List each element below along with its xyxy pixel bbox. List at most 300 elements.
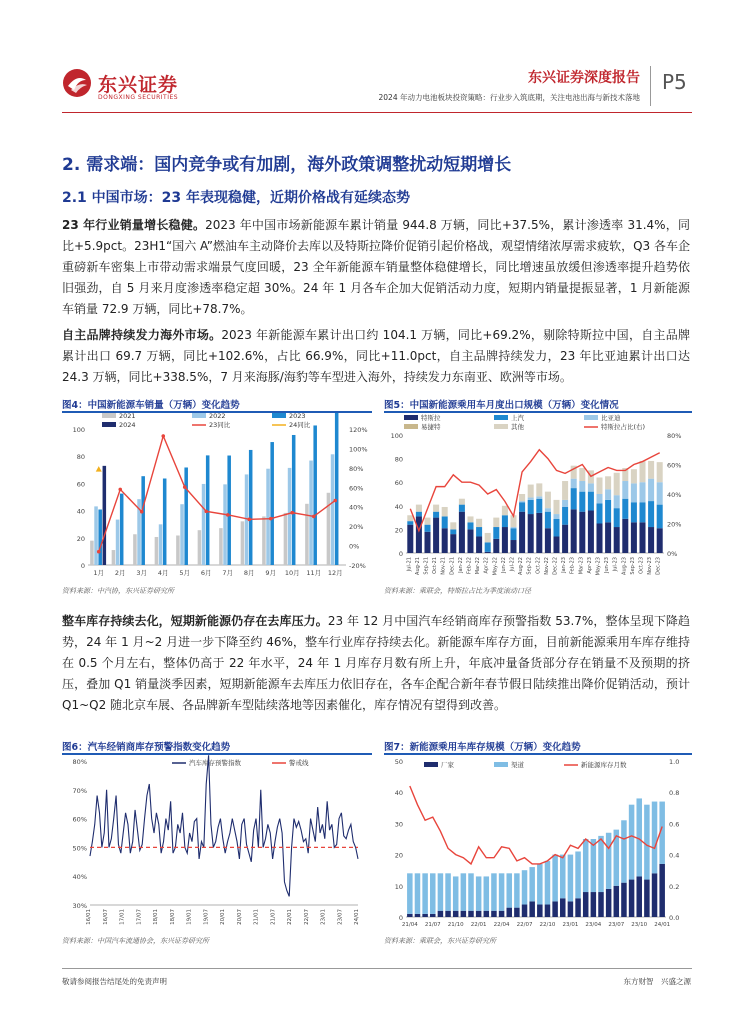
x-tick-label: Jul-21	[406, 557, 413, 572]
bar-其他	[553, 500, 559, 514]
bar-厂家	[476, 911, 482, 917]
bar-2023	[313, 425, 317, 565]
bar-2022	[309, 461, 313, 565]
x-tick-label: Oct-22	[535, 557, 542, 574]
fig6-chart	[62, 755, 372, 933]
fig4-source: 资料来源：中汽协，东兴证券研究所	[62, 587, 174, 595]
paragraph-body: 2023 年中国市场新能源车累计销量 944.8 万辆，同比+37.5%，累计渗透率 31.4%，同比+5.9pct。23H1“国六 A”燃油车主动降价去库以及特斯拉降价促销引起价格战，观望情绪浓厚需求疲软，Q3 各车企重磅新车密集上市带动需求端景气度回暖，23 全年新能源车销量整体稳健增长，同比增速虽放缓但渗透率提升趋势依旧强劲，自 5 月来月度渗透率稳定超 30%。24 年 1 月各车企加大促销活动力度，短期内销量提振显著，1 月新能源车销量 72.9 万辆，同比+78.7%。	[62, 218, 690, 316]
bar-其他	[614, 473, 620, 495]
y-tick-label: 60	[394, 479, 403, 488]
paragraph-exports	[62, 325, 690, 388]
legend-swatch	[192, 413, 206, 418]
y-tick-label: 100	[390, 432, 403, 440]
x-tick-label: 19/07	[203, 909, 210, 925]
bar-其他	[631, 469, 637, 483]
bar-厂家	[552, 901, 558, 917]
y2-tick-label: 60%	[349, 484, 364, 493]
bar-2021	[241, 521, 245, 565]
bar-特斯拉	[545, 528, 551, 553]
bar-其他	[657, 462, 663, 482]
x-tick-label: 24/01	[654, 922, 671, 928]
y2-tick-label: 100%	[349, 445, 368, 454]
bar-渠道	[636, 798, 642, 876]
y-tick-label: 40	[394, 789, 403, 798]
bar-厂家	[422, 914, 428, 917]
y-tick-label: 50%	[72, 844, 87, 853]
bar-厂家	[575, 898, 581, 917]
bar-比亚迪	[588, 483, 594, 491]
x-tick-label: Oct-21	[432, 557, 439, 574]
y-tick-label: 40	[76, 507, 85, 516]
legend-label: 其他	[511, 423, 524, 431]
x-tick-label: 17/07	[136, 909, 143, 925]
bar-2021	[112, 550, 116, 565]
bar-其他	[433, 505, 439, 512]
bar-2021	[133, 534, 137, 565]
x-tick-label: Sep-21	[423, 557, 430, 575]
legend-swatch	[102, 413, 116, 418]
bar-比亚迪	[648, 479, 654, 501]
x-tick-label: Jan-22	[457, 557, 464, 573]
bar-比亚迪	[528, 498, 534, 500]
bar-2022	[331, 454, 335, 565]
bar-其他	[416, 505, 422, 512]
bar-特斯拉	[657, 528, 663, 553]
bar-特斯拉	[579, 512, 585, 553]
bar-上汽	[502, 515, 508, 527]
bar-2021	[90, 541, 94, 565]
bar-渠道	[537, 864, 543, 905]
bar-2022	[202, 484, 206, 565]
bar-上汽	[588, 492, 594, 511]
x-tick-label: Jul-22	[509, 557, 516, 572]
x-tick-label: Mar-23	[578, 557, 585, 575]
bar-比亚迪	[510, 527, 516, 528]
bar-渠道	[415, 873, 421, 914]
bar-上汽	[528, 500, 534, 514]
bar-其他	[579, 468, 585, 481]
bar-上汽	[416, 512, 422, 517]
bar-2023	[184, 467, 188, 565]
y2-tick-label: 0.6	[669, 820, 680, 829]
x-tick-label: Nov-23	[647, 557, 654, 575]
bar-厂家	[560, 898, 566, 917]
x-tick-label: 5月	[179, 569, 191, 577]
bar-渠道	[468, 873, 474, 910]
x-tick-label: 1月	[93, 569, 105, 577]
legend-swatch	[584, 415, 598, 420]
bar-2022	[266, 469, 270, 565]
x-tick-label: Dec-21	[449, 557, 456, 575]
bar-特斯拉	[553, 536, 559, 553]
x-tick-label: Dec-22	[552, 557, 559, 575]
bar-上汽	[407, 521, 413, 525]
fig6-source: 资料来源：中国汽车流通协会，东兴证券研究所	[62, 937, 209, 945]
bar-比亚迪	[631, 483, 637, 502]
bar-特斯拉	[459, 512, 465, 553]
x-tick-label: Feb-22	[466, 557, 473, 575]
y-tick-label: 80	[394, 455, 403, 464]
bar-上汽	[614, 508, 620, 527]
bar-特斯拉	[467, 529, 473, 553]
x-tick-label: 23/10	[631, 922, 648, 928]
bar-厂家	[514, 908, 520, 917]
bar-2022	[288, 468, 292, 565]
y2-tick-label: 0%	[349, 542, 360, 551]
bar-上汽	[579, 492, 585, 512]
x-tick-label: Jan-23	[561, 557, 568, 573]
bar-厂家	[583, 892, 589, 917]
y-tick-label: 100	[72, 426, 85, 434]
legend-swatch	[404, 424, 418, 429]
x-tick-label: 22/01	[287, 909, 293, 925]
x-tick-label: 23/01	[562, 922, 579, 928]
bar-比亚迪	[571, 479, 577, 488]
y-tick-label: 50	[394, 758, 403, 766]
bar-比亚迪	[553, 514, 559, 519]
bar-渠道	[529, 867, 535, 901]
bar-上汽	[562, 507, 568, 525]
bar-2021	[219, 528, 223, 565]
bar-2021	[155, 537, 159, 565]
bar-渠道	[506, 873, 512, 907]
bar-比亚迪	[614, 495, 620, 508]
bar-渠道	[453, 876, 459, 910]
bar-渠道	[499, 873, 505, 910]
bar-2023	[163, 479, 167, 565]
bar-渠道	[583, 839, 589, 892]
legend-label: 警戒线	[289, 759, 309, 767]
bar-其他	[493, 518, 499, 527]
y2-tick-label: 0.8	[669, 789, 680, 798]
bar-2023	[270, 442, 274, 565]
bar-2021	[262, 516, 266, 565]
legend-label: 新能源库存月数	[581, 761, 627, 769]
bar-其他	[528, 485, 534, 498]
x-tick-label: Apr-23	[586, 557, 593, 574]
bar-厂家	[415, 914, 421, 917]
bar-比亚迪	[605, 489, 611, 500]
bar-厂家	[591, 892, 597, 917]
page-number: P5	[662, 70, 687, 94]
bar-2022	[180, 504, 184, 565]
y-tick-label: 20	[76, 534, 85, 543]
x-tick-label: Apr-22	[483, 557, 490, 574]
x-tick-label: 12月	[327, 569, 343, 577]
report-subtitle: 2024 年动力电池板块投资策略：行业步入筑底期，关注电池出海与新技术落地	[378, 93, 640, 102]
bar-厂家	[629, 880, 635, 917]
legend-label: 汽车库存预警指数	[189, 759, 241, 767]
x-tick-label: 3月	[136, 569, 148, 577]
paragraph-body: 23 年 12 月中国汽车经销商库存预警指数 53.7%，整体呈现下降趋势，24 年 1 月~2 月进一步下降至约 46%，整车行业库存持续去化。新能源车库存方面，目前新能源乘用车库存维持在 0.5 个月左右，整体仍高于 22 年水平，24 年 1 月库存月数有所上升，年底冲量备货部分存在销量不及预期的挤压，叠加 Q1 销量淡季因素，短期新能源车去库压力依旧存在，各车企配合新年春节假日陆续推出降价促销活动，预计 Q1~Q2 随北京车展、各品牌新车型陆续落地等因素催化，库存情况有望得到改善。	[62, 614, 690, 712]
legend-label: 比亚迪	[601, 414, 621, 422]
bar-上汽	[433, 512, 439, 518]
subsection-heading: 2.1 中国市场：23 年表现稳健，近期价格战有延续态势	[62, 190, 411, 206]
x-tick-label: 20/01	[220, 909, 226, 925]
bar-特斯拉	[485, 552, 491, 553]
fig5-source: 资料来源：乘联会，特斯拉占比为季度滚动口径	[384, 587, 531, 595]
fig7-chart	[384, 755, 692, 933]
bar-上汽	[476, 527, 482, 536]
bar-渠道	[575, 851, 581, 898]
bar-特斯拉	[588, 511, 594, 553]
bar-特斯拉	[605, 522, 611, 553]
bar-特斯拉	[596, 524, 602, 554]
bar-上汽	[493, 527, 499, 539]
x-tick-label: 8月	[243, 569, 255, 577]
bar-其他	[536, 483, 542, 496]
bar-2021	[176, 535, 180, 565]
x-tick-label: 23/07	[608, 922, 625, 928]
logo-text: 东兴证券	[98, 74, 179, 96]
x-tick-label: May-22	[492, 557, 499, 576]
bar-厂家	[621, 883, 627, 917]
bar-厂家	[545, 905, 551, 917]
bar-上汽	[536, 499, 542, 513]
bar-上汽	[631, 502, 637, 522]
x-tick-label: Jun-22	[500, 557, 507, 573]
point-23yoy	[247, 518, 251, 522]
x-tick-label: 18/07	[169, 909, 176, 925]
y-tick-label: 40	[394, 502, 403, 511]
bar-特斯拉	[622, 519, 628, 553]
point-23yoy	[140, 510, 144, 514]
y2-tick-label: 0.4	[669, 851, 680, 860]
bar-2023	[227, 456, 231, 565]
x-tick-label: 23/04	[585, 922, 602, 928]
bar-渠道	[598, 836, 604, 892]
bar-厂家	[644, 880, 650, 917]
x-tick-label: Feb-23	[569, 557, 576, 575]
bar-上汽	[545, 512, 551, 529]
bar-上汽	[648, 501, 654, 527]
x-tick-label: 16/01	[86, 909, 92, 925]
legend-label: 2021	[119, 413, 136, 420]
header-divider	[650, 66, 651, 106]
x-tick-label: Mar-22	[475, 557, 482, 575]
x-tick-label: 23/01	[320, 909, 327, 925]
paragraph-body: 2023 年新能源车累计出口约 104.1 万辆，同比+69.2%，剔除特斯拉中国，自主品牌累计出口 69.7 万辆，同比+102.6%，占比 66.9%，同比+11.0pct，自主品牌持续发力，23 年比亚迪累计出口达 24.3 万辆，同比+338.5%，7 月来海豚/海豹等车型进入海外，持续发力东南亚、欧洲等市场。	[62, 328, 690, 384]
bar-渠道	[484, 876, 490, 910]
bar-其他	[485, 533, 491, 542]
x-tick-label: 2月	[114, 569, 126, 577]
fig5-title: 图5：中国新能源乘用车月度出口规模（万辆）变化情况	[384, 400, 619, 411]
bar-2021	[327, 493, 331, 565]
bar-其他	[476, 519, 482, 527]
y2-tick-label: 40%	[349, 503, 364, 512]
bar-厂家	[430, 914, 436, 917]
x-tick-label: 21/10	[447, 922, 464, 928]
footer-slogan: 东方财智 兴盛之源	[623, 977, 691, 986]
x-tick-label: Oct-23	[638, 557, 645, 574]
bar-上汽	[553, 519, 559, 537]
bar-比亚迪	[562, 500, 568, 507]
x-tick-label: 18/01	[153, 909, 159, 925]
bar-特斯拉	[536, 513, 542, 553]
x-tick-label: Aug-22	[518, 557, 525, 575]
bar-特斯拉	[562, 525, 568, 553]
bar-2022	[94, 506, 98, 565]
x-tick-label: 6月	[200, 569, 212, 577]
legend-label: 2023	[289, 413, 306, 420]
y2-tick-label: 40%	[667, 491, 682, 499]
bar-2021	[305, 504, 309, 565]
bar-比亚迪	[657, 482, 663, 504]
bar-2023	[249, 450, 253, 565]
y2-tick-label: 1.0	[669, 758, 680, 766]
bar-厂家	[445, 911, 451, 917]
y2-tick-label: 80%	[667, 432, 682, 440]
x-tick-label: Dec-23	[655, 557, 662, 575]
bar-厂家	[529, 901, 535, 917]
legend-swatch	[494, 415, 508, 420]
bar-其他	[519, 494, 525, 501]
x-tick-label: 20/07	[236, 909, 243, 925]
bar-上汽	[622, 499, 628, 519]
legend-label: 23同比	[209, 421, 231, 429]
bar-其他	[450, 522, 456, 529]
bar-渠道	[430, 873, 436, 914]
fig4-title: 图4：中国新能源车销量（万辆）变化趋势	[62, 400, 240, 411]
bar-特斯拉	[476, 536, 482, 553]
y2-tick-label: 120%	[349, 426, 368, 434]
legend-label: 24同比	[289, 421, 311, 429]
y-tick-label: 40%	[72, 873, 87, 882]
bar-渠道	[445, 873, 451, 910]
footer-rule	[62, 968, 692, 969]
bar-2021	[284, 513, 288, 565]
point-23yoy	[269, 517, 273, 521]
bar-特斯拉	[502, 527, 508, 553]
y-tick-label: 60	[76, 480, 85, 489]
bar-厂家	[453, 911, 459, 917]
bar-特斯拉	[407, 525, 413, 553]
footer-disclaimer: 敬请参阅报告结尾处的免责声明	[62, 977, 167, 986]
legend-label: 上汽	[511, 414, 524, 422]
y-tick-label: 30%	[72, 902, 87, 910]
legend-label: 2024	[119, 421, 136, 429]
point-23yoy	[118, 488, 122, 492]
paragraph-lead: 自主品牌持续发力海外市场。	[62, 328, 222, 342]
x-tick-label: Aug-21	[414, 557, 421, 575]
bar-上汽	[657, 505, 663, 529]
bar-上汽	[639, 502, 645, 522]
bar-厂家	[652, 873, 658, 917]
x-tick-label: 7月	[222, 569, 234, 577]
report-type: 东兴证券深度报告	[528, 70, 640, 86]
bar-2023	[120, 494, 124, 565]
bar-厂家	[484, 911, 490, 917]
bar-2023	[335, 413, 339, 565]
paragraph-sales	[62, 215, 690, 320]
fig7-source: 资料来源：乘联会，东兴证券研究所	[384, 937, 496, 945]
bar-渠道	[591, 839, 597, 892]
point-23yoy	[183, 485, 187, 489]
point-24yoy	[96, 466, 102, 472]
x-tick-label: Nov-22	[543, 557, 550, 575]
bar-特斯拉	[571, 509, 577, 553]
bar-渠道	[514, 873, 520, 907]
x-tick-label: 21/01	[253, 909, 260, 925]
x-tick-label: 16/07	[102, 909, 109, 925]
bar-渠道	[552, 855, 558, 902]
x-tick-label: 24/01	[354, 909, 360, 925]
legend-swatch	[494, 424, 508, 429]
bar-渠道	[652, 802, 658, 874]
x-tick-label: Nov-21	[440, 557, 447, 575]
bar-上汽	[510, 528, 516, 540]
bar-特斯拉	[510, 540, 516, 553]
point-23yoy	[161, 434, 165, 438]
x-tick-label: 22/07	[516, 922, 533, 928]
section-heading: 2. 需求端：国内竞争或有加剧，海外政策调整扰动短期增长	[62, 155, 512, 175]
dongxing-logo-icon	[62, 68, 92, 98]
bar-渠道	[606, 833, 612, 889]
x-tick-label: 17/01	[119, 909, 126, 925]
x-tick-label: Sep-22	[526, 557, 533, 575]
bar-厂家	[499, 911, 505, 917]
y-tick-label: 80	[76, 453, 85, 462]
bar-比亚迪	[579, 481, 585, 492]
x-tick-label: Jun-23	[604, 557, 611, 573]
bar-渠道	[422, 873, 428, 914]
bar-其他	[562, 481, 568, 500]
bar-渠道	[621, 820, 627, 882]
y-tick-label: 80%	[72, 758, 87, 766]
point-23yoy	[290, 511, 294, 515]
x-tick-label: 22/07	[303, 909, 310, 925]
legend-swatch	[404, 415, 418, 420]
bar-2021	[198, 530, 202, 565]
x-tick-label: 9月	[265, 569, 277, 577]
bar-特斯拉	[442, 528, 448, 553]
x-tick-label: 4月	[157, 569, 169, 577]
bar-特斯拉	[424, 532, 430, 553]
bar-其他	[502, 506, 508, 515]
bar-渠道	[644, 805, 650, 880]
bar-渠道	[545, 861, 551, 905]
fig4-chart	[62, 413, 372, 583]
bar-2023	[292, 435, 296, 565]
point-23yoy	[312, 515, 316, 519]
bar-厂家	[438, 911, 444, 917]
bar-比亚迪	[536, 496, 542, 498]
bar-厂家	[522, 905, 528, 917]
y2-tick-label: 60%	[667, 461, 682, 470]
bar-上汽	[596, 503, 602, 523]
legend-label: 易捷特	[421, 423, 441, 431]
legend-label: 厂家	[441, 761, 454, 769]
bar-厂家	[636, 876, 642, 917]
bar-上汽	[442, 516, 448, 528]
y-tick-label: 20	[394, 851, 403, 860]
y2-tick-label: 0.2	[669, 882, 680, 891]
bar-2022	[159, 524, 163, 565]
y2-tick-label: 0%	[667, 550, 678, 558]
y2-tick-label: 0.0	[669, 914, 680, 922]
bar-厂家	[606, 889, 612, 917]
bar-厂家	[659, 864, 665, 917]
y2-tick-label: 20%	[667, 520, 682, 529]
x-tick-label: 22/10	[539, 922, 556, 928]
bar-厂家	[537, 905, 543, 917]
paragraph-lead: 23 年行业销量增长稳健。	[62, 218, 206, 232]
x-tick-label: 11月	[306, 569, 322, 577]
line-inventory-index	[90, 755, 358, 896]
bar-2023	[141, 476, 145, 565]
y2-tick-label: 20%	[349, 523, 364, 532]
bar-比亚迪	[622, 481, 628, 499]
